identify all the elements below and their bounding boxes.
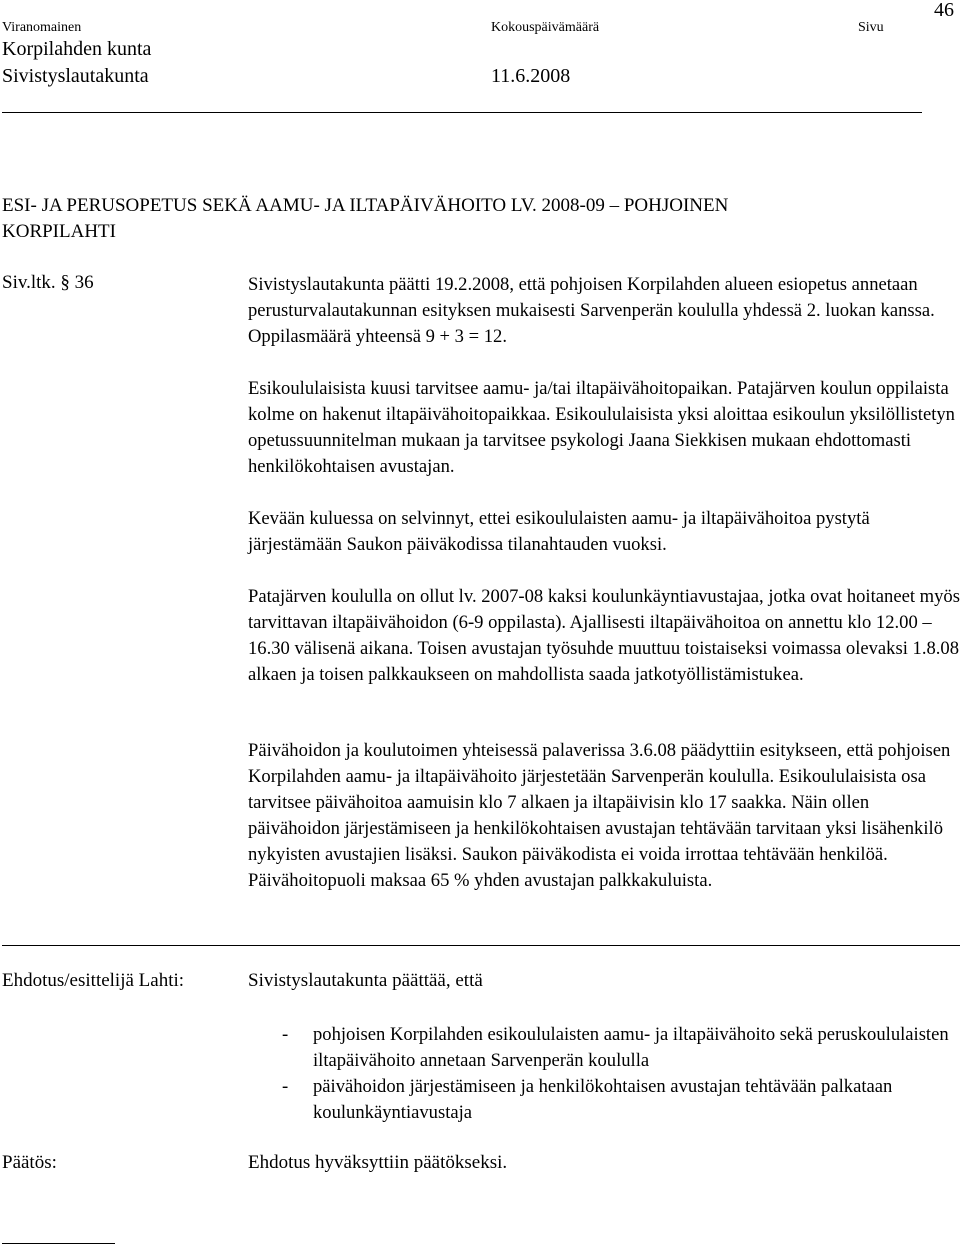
paragraph-2-text: Esikoululaisista kuusi tarvitsee aamu- ja/tai iltapäivähoitopaikan. Patajärven koulun oppilaista kolme on hakenut iltapäivähoitopaikkaa. Esikoululaisista yksi aloittaa esikoulun yksilöllistetyn opetussuunnitelman mukaan ja tarvitsee psykologi Jaana Siekkisen mukaan ehdottomasti henkilökohtaisen avustajan. (248, 378, 955, 477)
paragraph-2 (248, 376, 960, 480)
paragraph-1 (248, 272, 960, 350)
decision-label: Päätös: (2, 1152, 57, 1173)
proposal-item-1 (282, 1022, 960, 1074)
document-title-line1: ESI- JA PERUSOPETUS SEKÄ AAMU- JA ILTAPÄIVÄHOITO LV. 2008-09 – POHJOINEN (2, 195, 729, 216)
section-divider (2, 945, 960, 946)
section-ref-number: 36 (74, 272, 94, 293)
proposal-intro: Sivistyslautakunta päättää, että (248, 970, 483, 991)
proposal-item-1-text: pohjoisen Korpilahden esikoululaisten aamu- ja iltapäivähoito sekä peruskoululaisten iltapäivähoito annetaan Sarvenperän koululla (313, 1024, 949, 1071)
header-date: 11.6.2008 (491, 65, 571, 87)
proposal-item-2 (282, 1074, 960, 1126)
paragraph-1-text: Sivistyslautakunta päätti 19.2.2008, että pohjoisen Korpilahden alueen esiopetus annetaan perusturvalautakunnan esityksen mukaisesti Sarvenperän koululla yhdessä 2. luokan kanssa. Oppilasmäärä yhteensä 9 + 3 = 12. (248, 274, 935, 347)
decision-text: Ehdotus hyväksyttiin päätökseksi. (248, 1152, 508, 1173)
paragraph-3 (248, 506, 960, 558)
paragraph-3-text: Kevään kuluessa on selvinnyt, ettei esikoululaisten aamu- ja iltapäivähoitoa pystytä järjestämään Saukon päiväkodissa tilanahtauden vuoksi. (248, 508, 870, 555)
section-ref-label: Siv.ltk. (2, 272, 56, 293)
paragraph-symbol: § (60, 272, 70, 293)
header-divider (2, 112, 922, 113)
paragraph-5 (248, 738, 960, 894)
paragraph-4 (248, 584, 960, 688)
dash-bullet: - (282, 1024, 289, 1045)
proposal-label: Ehdotus/esittelijä Lahti: (2, 970, 185, 991)
dash-bullet: - (282, 1076, 289, 1097)
header-date-label: Kokouspäivämäärä (491, 20, 600, 35)
header-board: Sivistyslautakunta (2, 65, 149, 87)
header-authority-label: Viranomainen (2, 20, 82, 35)
paragraph-5-text: Päivähoidon ja koulutoimen yhteisessä palaverissa 3.6.08 päädyttiin esitykseen, että pohjoisen Korpilahden aamu- ja iltapäivähoito järjestetään Sarvenperän koululla. Esikoululaisista osa tarvitsee päivähoitoa aamuisin klo 7 alkaen ja iltapäivisin klo 17 saakka. Näin ollen päivähoidon järjestämiseen ja henkilökohtaisen avustajan tehtävään tarvitaan yksi lisähenkilö nykyisten avustajien lisäksi. Saukon päiväkodista ei voida irrottaa tehtävään henkilöä. Päivähoitopuoli maksaa 65 % yhden avustajan palkkakuluista. (248, 740, 951, 891)
header-page-label: Sivu (858, 20, 884, 35)
proposal-item-2-text: päivähoidon järjestämiseen ja henkilökohtaisen avustajan tehtävään palkataan koulunkäyntiavustaja (313, 1076, 893, 1123)
footer-rule (2, 1243, 115, 1244)
page-number: 46 (934, 0, 954, 21)
header-authority: Korpilahden kunta (2, 38, 152, 60)
section-reference (2, 272, 94, 294)
paragraph-4-text: Patajärven koululla on ollut lv. 2007-08 kaksi koulunkäyntiavustajaa, jotka ovat hoitaneet myös tarvittavan iltapäivähoidon (6-9 oppilasta). Ajallisesti iltapäivähoitoa on annettu klo 12.00 – 16.30 välisenä aikana. Toisen avustajan työsuhde muuttuu toistaiseksi voimassa olevaksi 1.8.08 alkaen ja toisen palkkaukseen on mahdollista saada jatkotyöllistämistukea. (248, 586, 960, 685)
document-title-line2: KORPILAHTI (2, 221, 116, 242)
